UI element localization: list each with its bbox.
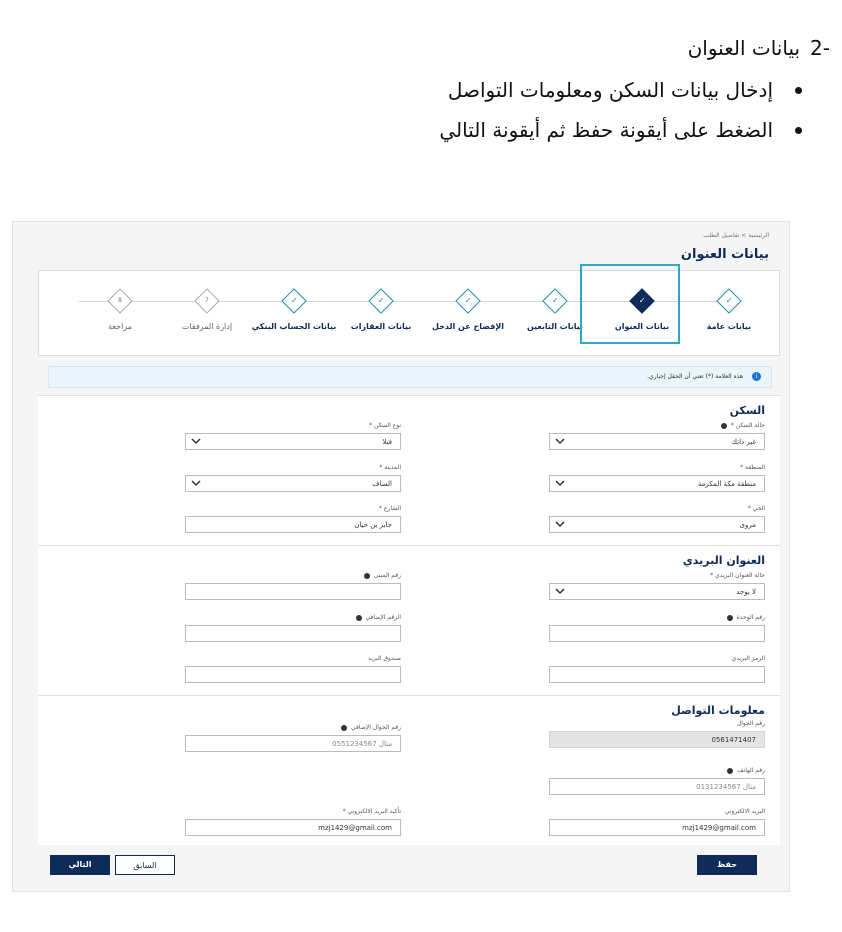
field-label: رقم الجوال: [736, 720, 765, 727]
instruction-bullet: [448, 78, 802, 102]
page-title: بيانات العنوان: [680, 247, 769, 262]
step-heading: [688, 36, 830, 60]
field-label: البريد الالكتروني: [724, 808, 765, 815]
step-check-icon: ✓: [716, 288, 741, 313]
email-confirm-input[interactable]: mzj1429@gmail.com: [185, 819, 401, 836]
save-button[interactable]: حفظ: [697, 855, 757, 875]
step-label: مراجعة: [107, 322, 132, 331]
housing-type-select[interactable]: فيلا: [185, 433, 401, 450]
additional-number-input[interactable]: [185, 625, 401, 642]
field-label: المنطقة *: [740, 464, 765, 471]
field-label: الرمز البريدي: [731, 655, 765, 662]
field-label: حالة العنوان البريدي *: [710, 572, 765, 579]
field-label: صندوق البريد: [368, 655, 401, 662]
step-number: -2: [810, 36, 830, 60]
bullet-text: إدخال بيانات السكن ومعلومات التواصل: [447, 78, 773, 102]
step-label: بيانات التابعين: [526, 322, 584, 331]
chevron-down-icon: [554, 477, 566, 489]
district-select[interactable]: مروى: [549, 516, 765, 533]
field-label: الحي *: [747, 505, 765, 512]
step-check-icon: ✓: [281, 288, 306, 313]
chevron-down-icon: [190, 477, 202, 489]
step-check-icon: ✓: [629, 288, 654, 313]
step-review[interactable]: [75, 271, 165, 357]
instruction-bullet: [439, 118, 802, 142]
region-select[interactable]: منطقة مكة المكرمة: [549, 475, 765, 492]
info-icon: [364, 573, 370, 579]
mobile-input: 0561471407: [549, 731, 765, 748]
step-income-disclosure[interactable]: [423, 271, 513, 357]
step-label: إدارة المرفقات: [181, 322, 233, 331]
step-label: بيانات العنوان: [614, 322, 670, 331]
field-label: المدينة *: [379, 464, 401, 471]
field-label: الرقم الإضافي: [356, 614, 401, 621]
info-icon: [356, 615, 362, 621]
field-label: الشارع *: [378, 505, 401, 512]
step-bank-account[interactable]: [249, 271, 339, 357]
chevron-down-icon: [190, 435, 202, 447]
field-label: حالة السكن *: [721, 422, 765, 429]
field-label: رقم الجوال الإضافي: [341, 724, 401, 731]
info-icon: [727, 615, 733, 621]
notice-text: هذه العلامة (*) تعني أن الحقل إجباري.: [647, 373, 743, 380]
previous-button[interactable]: السابق: [115, 855, 175, 875]
bullet-text: الضغط على أيقونة حفظ ثم أيقونة التالي: [439, 118, 773, 142]
housing-status-select[interactable]: غير ذاتك: [549, 433, 765, 450]
required-notice: [48, 366, 772, 388]
step-label: بيانات العقارات: [350, 322, 412, 331]
info-icon: i: [752, 372, 761, 381]
step-check-icon: ✓: [455, 288, 480, 313]
street-input[interactable]: جابر بن حيان: [185, 516, 401, 533]
step-number-icon: 8: [107, 288, 132, 313]
step-label: الإفصاح عن الدخل: [431, 322, 505, 331]
contact-section: [38, 695, 780, 845]
section-title: العنوان البريدي: [682, 554, 765, 567]
phone-input[interactable]: مثال 0131234567: [549, 778, 765, 795]
active-step-highlight: [580, 264, 680, 344]
step-properties[interactable]: [336, 271, 426, 357]
section-title: معلومات التواصل: [671, 704, 765, 717]
chevron-down-icon: [554, 435, 566, 447]
field-label: تأكيد البريد الالكتروني *: [342, 808, 401, 815]
housing-section: [38, 395, 780, 545]
chevron-down-icon: [554, 585, 566, 597]
info-icon: [721, 423, 727, 429]
step-label: بيانات عامة: [706, 322, 752, 331]
postal-code-input[interactable]: [549, 666, 765, 683]
field-label: رقم المبنى: [364, 572, 401, 579]
city-select[interactable]: الساف: [185, 475, 401, 492]
email-input[interactable]: mzj1429@gmail.com: [549, 819, 765, 836]
po-box-input[interactable]: [185, 666, 401, 683]
step-label: بيانات الحساب البنكي: [251, 322, 337, 331]
unit-number-input[interactable]: [549, 625, 765, 642]
step-attachments[interactable]: [162, 271, 252, 357]
bullet-dot-icon: [795, 127, 802, 134]
field-label: رقم الهاتف: [727, 767, 765, 774]
field-label: رقم الوحدة: [727, 614, 765, 621]
info-icon: [727, 768, 733, 774]
building-number-input[interactable]: [185, 583, 401, 600]
step-number-icon: 7: [194, 288, 219, 313]
breadcrumb[interactable]: الرئيسية > تفاصيل الطلب: [703, 232, 769, 239]
bullet-dot-icon: [795, 87, 802, 94]
alt-mobile-input[interactable]: مثال 0551234567: [185, 735, 401, 752]
info-icon: [341, 725, 347, 731]
step-title: بيانات العنوان: [687, 36, 801, 60]
step-general-info[interactable]: [684, 271, 774, 357]
app-screenshot: [12, 221, 790, 892]
postal-status-select[interactable]: لا يوجد: [549, 583, 765, 600]
step-check-icon: ✓: [542, 288, 567, 313]
next-button[interactable]: التالي: [50, 855, 110, 875]
section-title: السكن: [729, 404, 765, 417]
chevron-down-icon: [554, 518, 566, 530]
step-check-icon: ✓: [368, 288, 393, 313]
field-label: نوع السكن *: [369, 422, 401, 429]
postal-address-section: [38, 545, 780, 695]
